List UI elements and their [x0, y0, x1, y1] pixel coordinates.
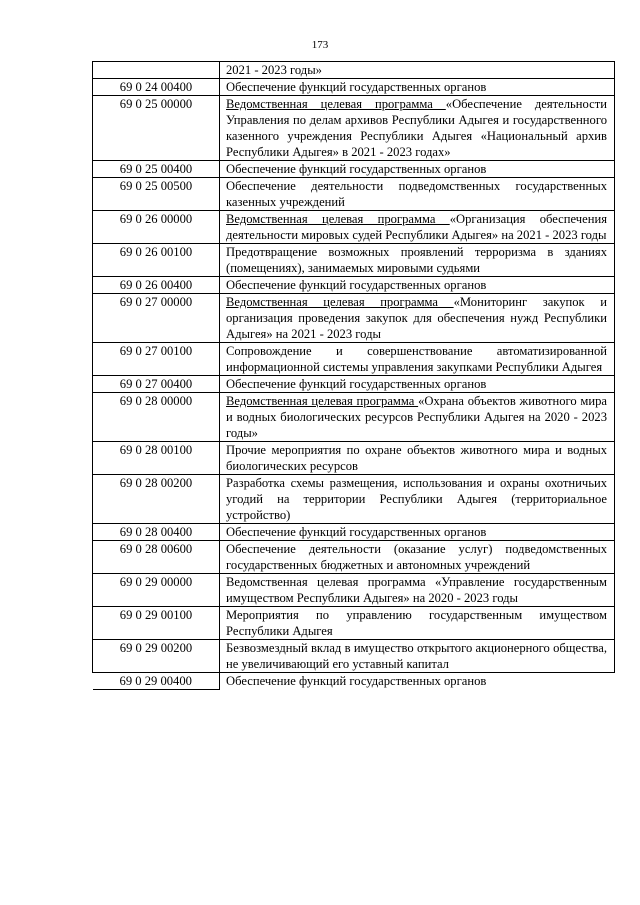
table-row: [93, 96, 615, 161]
row-name: [220, 574, 615, 607]
table-row: [93, 393, 615, 442]
row-name-text: Обеспечение деятельности (оказание услуг) подведомственных государственных бюджетных и автономных учреждений: [226, 542, 607, 572]
program-lead-text: Ведомственная целевая программа: [226, 394, 419, 408]
row-code: 69 0 27 00100: [93, 343, 220, 376]
row-code: 69 0 28 00100: [93, 442, 220, 475]
row-name-text: Мероприятия по управлению государственным имуществом Республики Адыгея: [226, 608, 607, 638]
program-lead-text: Ведомственная целевая программа: [226, 212, 450, 226]
row-name-text: 2021 - 2023 годы»: [226, 63, 322, 77]
row-name-text: Ведомственная целевая программа «Управление государственным имуществом Республики Адыгея» на 2020 - 2023 годы: [226, 575, 607, 605]
row-name: [220, 640, 615, 673]
row-name: [220, 673, 615, 690]
table-row: [93, 673, 615, 690]
table-row: [93, 161, 615, 178]
row-code: 69 0 27 00000: [93, 294, 220, 343]
row-code: 69 0 24 00400: [93, 79, 220, 96]
row-name: [220, 294, 615, 343]
row-code: 69 0 25 00000: [93, 96, 220, 161]
row-name: [220, 607, 615, 640]
row-name-text: Сопровождение и совершенствование автоматизированной информационной системы управления закупками Республики Адыгея: [226, 344, 607, 374]
row-code: 69 0 29 00100: [93, 607, 220, 640]
row-name-text: Безвозмездный вклад в имущество открытого акционерного общества, не увеличивающий его уставный капитал: [226, 641, 607, 671]
row-code: 69 0 28 00000: [93, 393, 220, 442]
table-row: [93, 211, 615, 244]
row-name-text: «Обеспечение деятельности Управления по делам архивов Республики Адыгея и государственного казенного учреждения Республики Адыгея «Национальный архив Республики Адыгея» в 2021 - 2023 годах»: [226, 97, 607, 159]
table-row: [93, 343, 615, 376]
row-code: [93, 62, 220, 79]
row-name: [220, 524, 615, 541]
table-row: [93, 607, 615, 640]
program-lead-text: Ведомственная целевая программа: [226, 97, 446, 111]
row-name: [220, 178, 615, 211]
table-row: [93, 79, 615, 96]
page-number: 173: [311, 39, 329, 51]
row-name-text: «Организация обеспечения деятельности мировых судей Республики Адыгея» на 2021 - 2023 годы: [226, 212, 607, 242]
row-name: [220, 376, 615, 393]
table-row: [93, 294, 615, 343]
row-name: [220, 343, 615, 376]
row-name-text: Обеспечение функций государственных органов: [226, 674, 487, 688]
table-row: [93, 178, 615, 211]
row-name-text: Разработка схемы размещения, использования и охраны охотничьих угодий на территории Республики Адыгея (территориальное устройство): [226, 476, 607, 522]
row-name-text: Прочие мероприятия по охране объектов животного мира и водных биологических ресурсов: [226, 443, 607, 473]
row-name: [220, 244, 615, 277]
row-code: 69 0 28 00200: [93, 475, 220, 524]
row-code: 69 0 25 00400: [93, 161, 220, 178]
table-row: [93, 244, 615, 277]
row-code: 69 0 29 00400: [93, 673, 220, 690]
row-code: 69 0 25 00500: [93, 178, 220, 211]
row-name-text: Обеспечение функций государственных органов: [226, 278, 487, 292]
row-name-text: «Мониторинг закупок и организация проведения закупок для обеспечения нужд Республики Адыгея» на 2021 - 2023 годы: [226, 295, 607, 341]
budget-classification-table: [92, 61, 615, 690]
row-code: 69 0 26 00400: [93, 277, 220, 294]
row-name-text: Обеспечение функций государственных органов: [226, 525, 487, 539]
program-lead-text: Ведомственная целевая программа: [226, 295, 454, 309]
row-code: 69 0 27 00400: [93, 376, 220, 393]
table-row: [93, 574, 615, 607]
row-name-text: Обеспечение деятельности подведомственных государственных казенных учреждений: [226, 179, 607, 209]
table-row: [93, 376, 615, 393]
row-name-text: Предотвращение возможных проявлений терроризма в зданиях (помещениях), занимаемых мировыми судьями: [226, 245, 607, 275]
row-name-text: «Охрана объектов животного мира и водных биологических ресурсов Республики Адыгея на 2020 - 2023 годы»: [226, 394, 607, 440]
row-name: [220, 541, 615, 574]
row-code: 69 0 26 00000: [93, 211, 220, 244]
row-name: [220, 211, 615, 244]
table-row: [93, 524, 615, 541]
row-name: [220, 79, 615, 96]
table-row: [93, 442, 615, 475]
row-name: [220, 393, 615, 442]
row-code: 69 0 28 00600: [93, 541, 220, 574]
row-name: [220, 62, 615, 79]
table-row: [93, 277, 615, 294]
row-name: [220, 277, 615, 294]
table-body: [93, 62, 615, 690]
row-name-text: Обеспечение функций государственных органов: [226, 377, 487, 391]
row-name: [220, 442, 615, 475]
row-code: 69 0 29 00200: [93, 640, 220, 673]
row-name: [220, 475, 615, 524]
row-code: 69 0 26 00100: [93, 244, 220, 277]
row-name: [220, 96, 615, 161]
table-row: [93, 541, 615, 574]
table-row: [93, 475, 615, 524]
row-name-text: Обеспечение функций государственных органов: [226, 162, 487, 176]
row-name: [220, 161, 615, 178]
row-code: 69 0 28 00400: [93, 524, 220, 541]
table-row: [93, 62, 615, 79]
row-name-text: Обеспечение функций государственных органов: [226, 80, 487, 94]
table-row: [93, 640, 615, 673]
row-code: 69 0 29 00000: [93, 574, 220, 607]
